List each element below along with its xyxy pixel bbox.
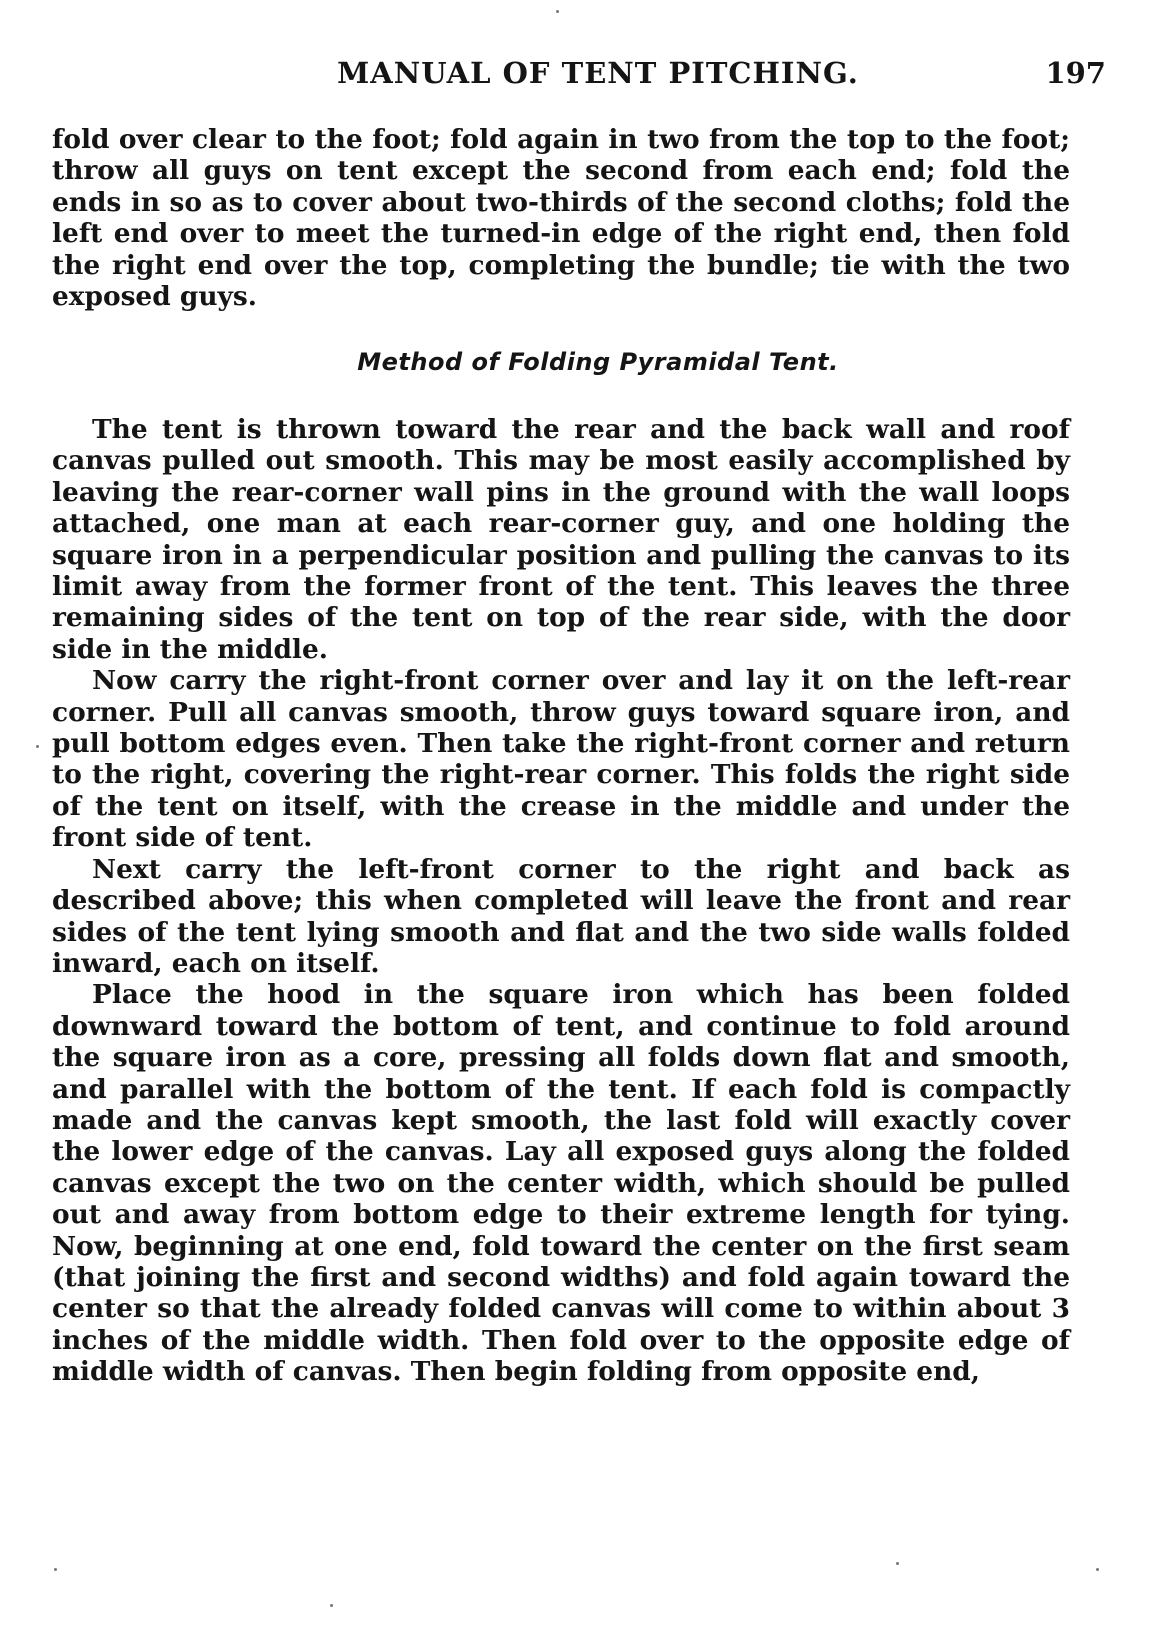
scan-speck (1096, 1568, 1099, 1571)
paragraph-3: Next carry the left-front corner to the right and back as described above; this when completed will leave the front and rear sides of the tent lying smooth and flat and the two side walls folded inward, each on itself. (52, 853, 1070, 979)
section-heading: Method of Folding Pyramidal Tent. (357, 348, 839, 376)
scan-speck (896, 1562, 899, 1565)
method-text-block (52, 414, 1070, 1388)
running-head (50, 56, 1106, 96)
scan-speck (330, 1604, 333, 1607)
continued-paragraph: fold over clear to the foot; fold again in two from the top to the foot; throw all guys on tent except the second from each end; fold the ends in so as to cover about two-thirds of the second cloths; fold the left end over to meet the turned-in edge of the right end, then fold the right end over the top, completing the bundle; tie with the two exposed guys. (52, 124, 1070, 313)
page-number: 197 (1045, 56, 1106, 90)
scan-speck (556, 10, 559, 13)
scan-speck (54, 1568, 57, 1571)
paragraph-2: Now carry the right-front corner over and lay it on the left-rear corner. Pull all canvas smooth, throw guys toward square iron, and pull bottom edges even. Then take the right-front corner and return to the right, covering the right-rear corner. This folds the right side of the tent on itself, with the crease in the middle and under the front side of tent. (52, 665, 1070, 854)
continued-text-block (52, 124, 1070, 312)
paragraph-1: The tent is thrown toward the rear and the back wall and roof canvas pulled out smooth. This may be most easily accomplished by leaving the rear-corner wall pins in the ground with the wall loops attached, one man at each rear-corner guy, and one holding the square iron in a perpendicular position and pulling the canvas to its limit away from the former front of the tent. This leaves the three remaining sides of the tent on top of the rear side, with the door side in the middle. (52, 414, 1070, 665)
running-title: MANUAL OF TENT PITCHING. (337, 56, 859, 90)
paragraph-4: Place the hood in the square iron which has been folded downward toward the bottom of tent, and continue to fold around the square iron as a core, pressing all folds down flat and smooth, and parallel with the bottom of the tent. If each fold is compactly made and the canvas kept smooth, the last fold will exactly cover the lower edge of the canvas. Lay all exposed guys along the folded canvas except the two on the center width, which should be pulled out and away from bottom edge to their extreme length for tying. Now, beginning at one end, fold toward the center on the first seam (that joining the first and second widths) and fold again toward the center so that the already folded canvas will come to within about 3 inches of the middle width. Then fold over to the opposite edge of middle width of canvas. Then begin folding from opposite end, (52, 979, 1070, 1388)
scan-speck (36, 745, 39, 748)
